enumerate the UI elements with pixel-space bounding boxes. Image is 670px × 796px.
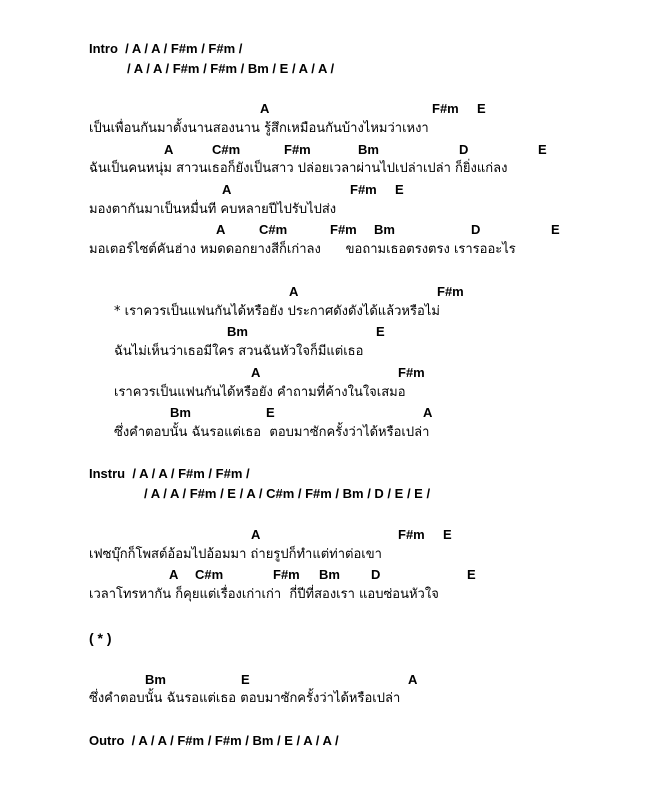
lyric-line: ซึ่งคำตอบนั้น ฉันรอแต่เธอ ตอบมาซักครั้งว่าได้หรือเปล่า — [114, 425, 430, 440]
chord: Bm — [319, 567, 340, 582]
chord: Bm — [358, 142, 379, 157]
chord: E — [266, 405, 275, 420]
lyric-line: เวลาโทรหากัน ก็คุยแต่เรื่องเก่าเก่า กี่ปีที่สองเรา แอบซ่อนหัวใจ — [89, 587, 439, 602]
chord: E — [376, 324, 385, 339]
chord: D — [371, 567, 381, 582]
chord: A — [251, 365, 261, 380]
chord: Bm — [374, 222, 395, 237]
chord: F#m — [284, 142, 311, 157]
chord: A — [164, 142, 174, 157]
chord: D — [471, 222, 481, 237]
lyric-line: * เราควรเป็นแฟนกันได้หรือยัง ประกาศดังดังได้แล้วหรือไม่ — [114, 304, 440, 319]
lyric-line: เฟซบุ๊กก็โพสต์อ้อมไปอ้อมมา ถ่ายรูปก็ทำแต่ท่าต่อเขา — [89, 547, 382, 562]
instru-line-2: / A / A / F#m / E / A / C#m / F#m / Bm / D / E / E / — [144, 486, 431, 501]
chord: C#m — [195, 567, 224, 582]
repeat-marker: ( * ) — [89, 630, 112, 646]
chord: A — [408, 672, 418, 687]
chord: C#m — [259, 222, 288, 237]
lyric-line: ซึ่งคำตอบนั้น ฉันรอแต่เธอ ตอบมาซักครั้งว่าได้หรือเปล่า — [89, 691, 401, 706]
lyric-line: ฉันไม่เห็นว่าเธอมีใคร สวนฉันหัวใจก็มีแต่เธอ — [114, 344, 364, 359]
chord: Bm — [227, 324, 248, 339]
chord: F#m — [398, 365, 425, 380]
chord: A — [222, 182, 232, 197]
chord: Bm — [170, 405, 191, 420]
chord: F#m — [273, 567, 300, 582]
chord: E — [551, 222, 560, 237]
chord: C#m — [212, 142, 241, 157]
chord: Bm — [145, 672, 166, 687]
lyric-line: ฉันเป็นคนหนุ่ม สาวนเธอก็ยังเป็นสาว ปล่อยเวลาผ่านไปเปล่าเปล่า ก็ยิ่งแก่ลง — [89, 161, 508, 176]
chord: A — [169, 567, 179, 582]
chord: E — [443, 527, 452, 542]
intro-line-2: / A / A / F#m / F#m / Bm / E / A / A / — [127, 61, 335, 76]
chord: E — [241, 672, 250, 687]
chord: E — [395, 182, 404, 197]
chord: F#m — [432, 101, 459, 116]
chord: A — [216, 222, 226, 237]
chord: E — [477, 101, 486, 116]
chord: E — [467, 567, 476, 582]
chord: F#m — [398, 527, 425, 542]
chord: A — [251, 527, 261, 542]
intro-line-1: Intro / A / A / F#m / F#m / — [89, 41, 243, 56]
chord: A — [423, 405, 433, 420]
outro-line: Outro / A / A / F#m / F#m / Bm / E / A / A / — [89, 733, 339, 748]
chord: F#m — [330, 222, 357, 237]
chord: D — [459, 142, 469, 157]
chord: F#m — [437, 284, 464, 299]
lyric-line: มอเตอร์ไซต์คันฮ่าง หมดดอกยางสีก็เก่าลง ขอถามเธอตรงตรง เรารออะไร — [89, 242, 516, 257]
chord: A — [289, 284, 299, 299]
chord: E — [538, 142, 547, 157]
lyric-line: มองตากันมาเป็นหมื่นที คบหลายปีไปรับไปส่ง — [89, 202, 337, 217]
chord: F#m — [350, 182, 377, 197]
chord: A — [260, 101, 270, 116]
lyric-line: เป็นเพื่อนกันมาตั้งนานสองนาน รู้สึกเหมือนกันบ้างไหมว่าเหงา — [89, 121, 429, 136]
instru-line-1: Instru / A / A / F#m / F#m / — [89, 466, 250, 481]
lyric-line: เราควรเป็นแฟนกันได้หรือยัง คำถามที่ค้างในใจเสมอ — [114, 385, 406, 400]
